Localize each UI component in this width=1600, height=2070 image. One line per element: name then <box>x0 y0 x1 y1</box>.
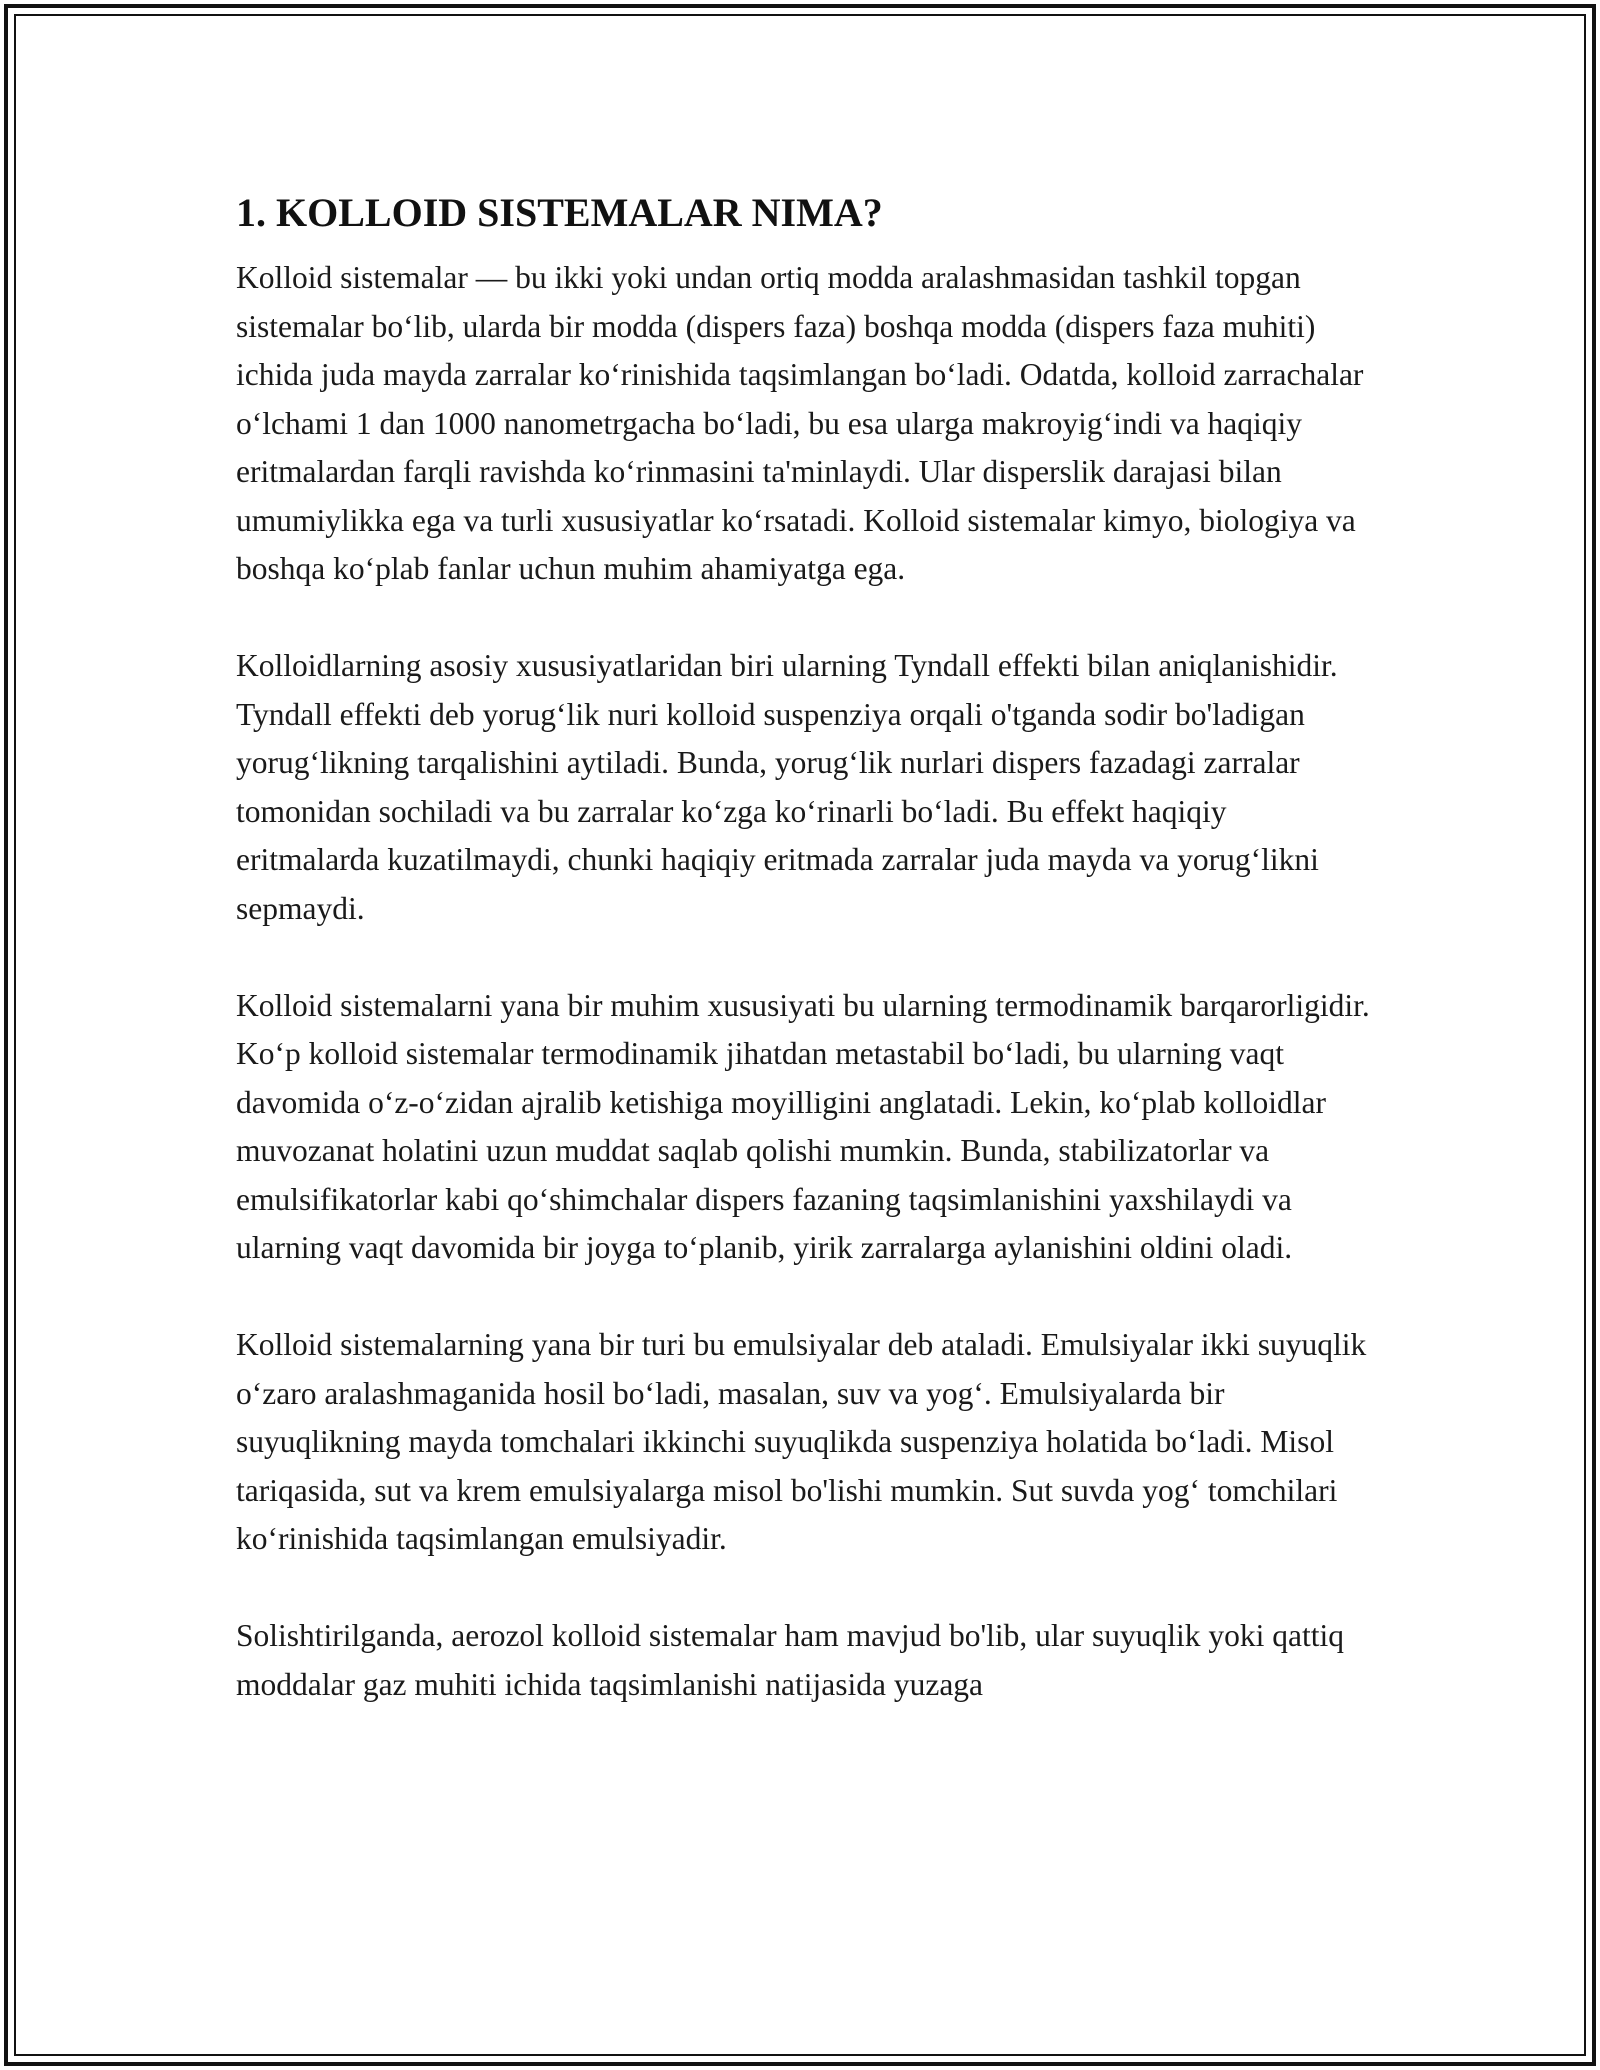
paragraph-3: Kolloid sistemalarni yana bir muhim xususiyati bu ularning termodinamik barqarorligidir. Koʻp kolloid sistemalar termodinamik jihatdan metastabil boʻladi, bu ularning vaqt davomida oʻz-oʻzidan ajralib ketishiga moyilligini anglatadi. Lekin, koʻplab kolloidlar muvozanat holatini uzun muddat saqlab qolishi mumkin. Bunda, stabilizatorlar va emulsifikatorlar kabi qoʻshimchalar dispers fazaning taqsimlanishini yaxshilaydi va ularning vaqt davomida bir joyga toʻplanib, yirik zarralarga aylanishini oldini oladi. <box>236 987 1370 1265</box>
paragraph-1: Kolloid sistemalar — bu ikki yoki undan ortiq modda aralashmasidan tashkil topgan sistemalar boʻlib, ularda bir modda (dispers faza) boshqa modda (dispers faza muhiti) ichida juda mayda zarralar koʻrinishida taqsimlangan boʻladi. Odatda, kolloid zarrachalar oʻlchami 1 dan 1000 nanometrgacha boʻladi, bu esa ularga makroyigʻindi va haqiqiy eritmalardan farqli ravishda koʻrinmasini ta'minlaydi. Ular disperslik darajasi bilan umumiylikka ega va turli xususiyatlar koʻrsatadi. Kolloid sistemalar kimyo, biologiya va boshqa koʻplab fanlar uchun muhim ahamiyatga ega. <box>236 260 1364 586</box>
document-content <box>236 186 1376 1758</box>
section-heading: 1. KOLLOID SISTEMALAR NIMA? <box>236 190 883 235</box>
paragraph-5: Solishtirilganda, aerozol kolloid sistemalar ham mavjud bo'lib, ular suyuqlik yoki qattiq moddalar gaz muhiti ichida taqsimlanishi natijasida yuzaga <box>236 1618 1345 1702</box>
paragraph-2: Kolloidlarning asosiy xususiyatlaridan biri ularning Tyndall effekti bilan aniqlanishidir. Tyndall effekti deb yorugʻlik nuri kolloid suspenziya orqali o'tganda sodir bo'ladigan yorugʻlikning tarqalishini aytiladi. Bunda, yorugʻlik nurlari dispers fazadagi zarralar tomonidan sochiladi va bu zarralar koʻzga koʻrinarli boʻladi. Bu effekt haqiqiy eritmalarda kuzatilmaydi, chunki haqiqiy eritmada zarralar juda mayda va yorugʻlikni sepmaydi. <box>236 648 1338 926</box>
paragraph-4: Kolloid sistemalarning yana bir turi bu emulsiyalar deb ataladi. Emulsiyalar ikki suyuqlik oʻzaro aralashmaganida hosil boʻladi, masalan, suv va yogʻ. Emulsiyalarda bir suyuqlikning mayda tomchalari ikkinchi suyuqlikda suspenziya holatida boʻladi. Misol tariqasida, sut va krem emulsiyalarga misol bo'lishi mumkin. Sut suvda yogʻ tomchilari koʻrinishida taqsimlangan emulsiyadir. <box>236 1327 1367 1556</box>
